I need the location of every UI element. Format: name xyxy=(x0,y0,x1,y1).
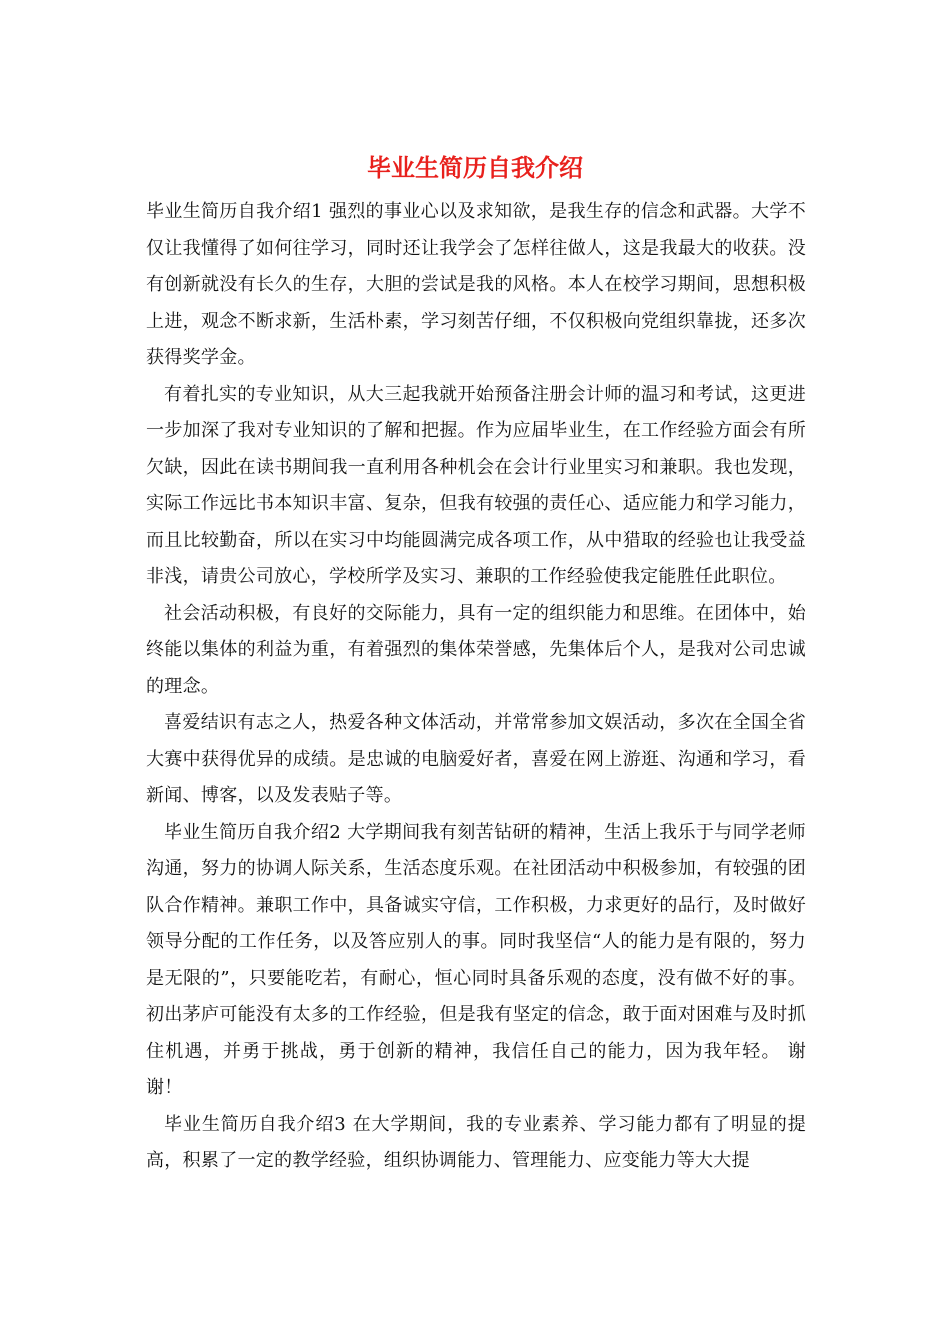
paragraph-intro-2: 毕业生简历自我介绍2 大学期间我有刻苦钻研的精神，生活上我乐于与同学老师沟通，努力的协调人际关系，生活态度乐观。在社团活动中积极参加，有较强的团队合作精神。兼职工作中，具备诚实守信，工作积极，力求更好的品行，及时做好领导分配的工作任务，以及答应别人的事。同时我坚信“人的能力是有限的，努力是无限的”，只要能吃若，有耐心，恒心同时具备乐观的态度，没有做不好的事。初出茅庐可能没有太多的工作经验，但是我有坚定的信念，敢于面对困难与及时抓住机遇，并勇于挑战，勇于创新的精神，我信任自己的能力，因为我年轻。 谢谢！ xyxy=(146,821,806,1098)
paragraph-social-activities: 社会活动积极，有良好的交际能力，具有一定的组织能力和思维。在团体中，始终能以集体的利益为重，有着强烈的集体荣誉感，先集体后个人，是我对公司忠诚的理念。 xyxy=(146,602,806,697)
paragraph-intro-1: 毕业生简历自我介绍1 强烈的事业心以及求知欲，是我生存的信念和武器。大学不仅让我懂得了如何往学习，同时还让我学会了怎样往做人，这是我最大的收获。没有创新就没有长久的生存，大胆的尝试是我的风格。本人在校学习期间，思想积极上进，观念不断求新，生活朴素，学习刻苦仔细，不仅积极向党组织靠拢，还多次获得奖学金。 xyxy=(146,201,806,368)
document-title: 毕业生简历自我介绍 xyxy=(367,153,583,182)
paragraph-professional-knowledge: 有着扎实的专业知识，从大三起我就开始预备注册会计师的温习和考试，这更进一步加深了我对专业知识的了解和把握。作为应届毕业生，在工作经验方面会有所欠缺，因此在读书期间我一直利用各种机会在会计行业里实习和兼职。我也发现，实际工作远比书本知识丰富、复杂，但我有较强的责任心、适应能力和学习能力，而且比较勤奋，所以在实习中均能圆满完成各项工作，从中猎取的经验也让我受益非浅，请贵公司放心，学校所学及实习、兼职的工作经验使我定能胜任此职位。 xyxy=(146,383,806,587)
paragraph-hobbies: 喜爱结识有志之人，热爱各种文体活动，并常常参加文娱活动，多次在全国全省大赛中获得优异的成绩。是忠诚的电脑爱好者，喜爱在网上游逛、沟通和学习，看新闻、博客，以及发表贴子等。 xyxy=(146,712,806,806)
paragraph-intro-3: 毕业生简历自我介绍3 在大学期间，我的专业素养、学习能力都有了明显的提高，积累了一定的教学经验，组织协调能力、管理能力、应变能力等大大提 xyxy=(146,1113,806,1171)
document-body xyxy=(146,194,806,1180)
